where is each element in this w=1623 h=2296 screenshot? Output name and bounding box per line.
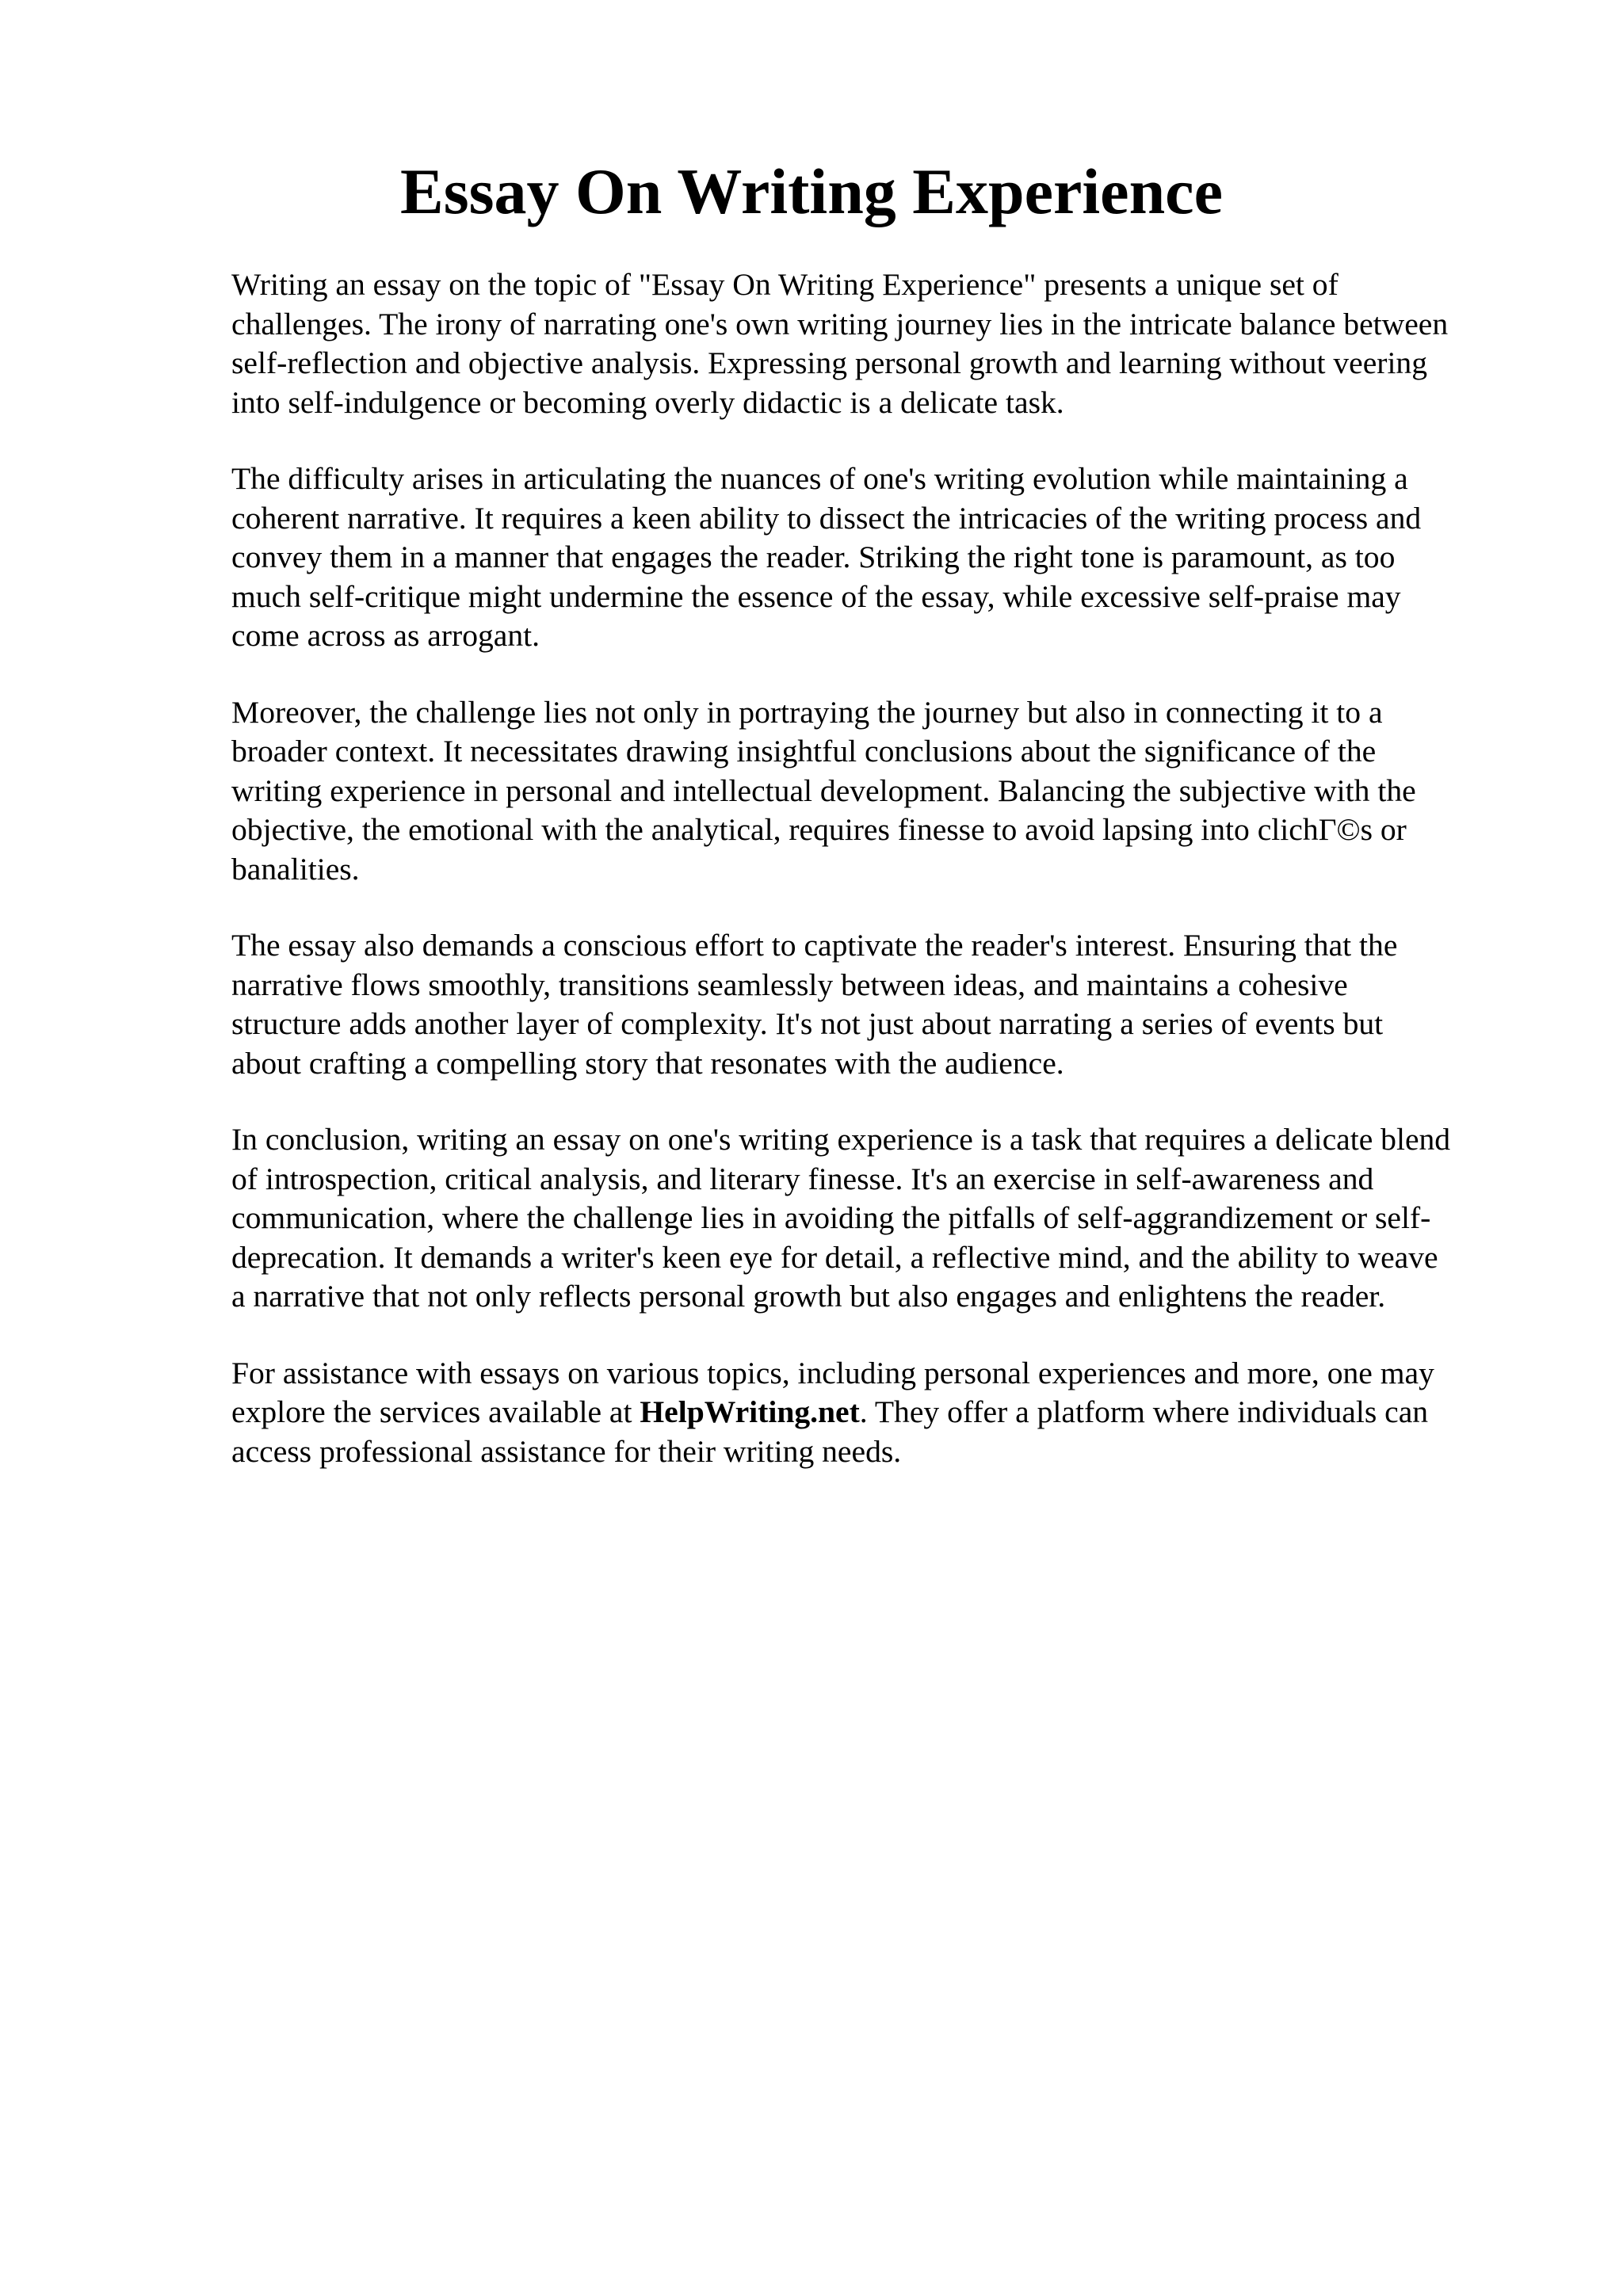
paragraph-5-line-2: of introspection, critical analysis, and literary finesse. It's an exercise in self-awareness and bbox=[231, 1161, 1374, 1196]
paragraph-5-line-3: communication, where the challenge lies in avoiding the pitfalls of self-aggrandizement or self- bbox=[231, 1200, 1431, 1235]
paragraph-2-line-3: convey them in a manner that engages the reader. Striking the right tone is paramount, as too bbox=[231, 540, 1396, 574]
paragraph-1-line-4: into self-indulgence or becoming overly didactic is a delicate task. bbox=[231, 384, 1064, 420]
paragraph-1 bbox=[231, 265, 1515, 422]
paragraph-3-line-4: objective, the emotional with the analytical, requires finesse to avoid lapsing into clichΓ©s or bbox=[231, 812, 1407, 847]
paragraph-3-line-5: banalities. bbox=[231, 851, 360, 887]
paragraph-4-line-2: narrative flows smoothly, transitions seamlessly between ideas, and maintains a cohesive bbox=[231, 967, 1348, 1002]
paragraph-4 bbox=[231, 926, 1515, 1083]
paragraph-1-line-2: challenges. The irony of narrating one's own writing journey lies in the intricate balance between bbox=[231, 306, 1449, 341]
paragraph-1-line-3: self-reflection and objective analysis. Expressing personal growth and learning without veering bbox=[231, 345, 1428, 380]
paragraph-3-line-2: broader context. It necessitates drawing insightful conclusions about the significance of the bbox=[231, 734, 1377, 769]
paragraph-1-line-1: Writing an essay on the topic of "Essay On Writing Experience" presents a unique set of bbox=[231, 267, 1338, 302]
closing-line-2-before: explore the services available at bbox=[231, 1394, 640, 1429]
paragraph-5 bbox=[231, 1120, 1515, 1317]
paragraph-closing bbox=[231, 1354, 1515, 1472]
closing-line-3: access professional assistance for their writing needs. bbox=[231, 1433, 902, 1469]
paragraph-2 bbox=[231, 460, 1515, 656]
paragraph-2-line-1: The difficulty arises in articulating the nuances of one's writing evolution while maintaining a bbox=[231, 461, 1408, 496]
paragraph-5-line-4: deprecation. It demands a writer's keen eye for detail, a reflective mind, and the ability to weave bbox=[231, 1239, 1438, 1275]
paragraph-4-line-4: about crafting a compelling story that resonates with the audience. bbox=[231, 1045, 1064, 1081]
paragraph-3 bbox=[231, 693, 1515, 890]
paragraph-5-line-1: In conclusion, writing an essay on one's writing experience is a task that requires a delicate blend bbox=[231, 1122, 1451, 1157]
paragraph-2-line-2: coherent narrative. It requires a keen ability to dissect the intricacies of the writing process and bbox=[231, 500, 1422, 536]
closing-line-2-after: . They offer a platform where individuals can bbox=[859, 1394, 1429, 1429]
paragraph-3-line-1: Moreover, the challenge lies not only in portraying the journey but also in connecting it to a bbox=[231, 694, 1383, 730]
helpwriting-link[interactable]: HelpWriting.net bbox=[640, 1394, 860, 1429]
paragraph-2-line-4: much self-critique might undermine the essence of the essay, while excessive self-praise may bbox=[231, 578, 1401, 614]
document-body bbox=[231, 265, 1515, 1508]
closing-line-1: For assistance with essays on various topics, including personal experiences and more, one may bbox=[231, 1355, 1434, 1390]
paragraph-5-line-5: a narrative that not only reflects personal growth but also engages and enlightens the reader. bbox=[231, 1279, 1386, 1314]
paragraph-2-line-5: come across as arrogant. bbox=[231, 618, 540, 653]
paragraph-4-line-1: The essay also demands a conscious effort to captivate the reader's interest. Ensuring that the bbox=[231, 928, 1398, 963]
paragraph-4-line-3: structure adds another layer of complexity. It's not just about narrating a series of events but bbox=[231, 1006, 1384, 1041]
document-title: Essay On Writing Experience bbox=[400, 155, 1223, 227]
closing-line-2 bbox=[231, 1394, 1428, 1429]
paragraph-3-line-3: writing experience in personal and intellectual development. Balancing the subjective with the bbox=[231, 772, 1416, 808]
